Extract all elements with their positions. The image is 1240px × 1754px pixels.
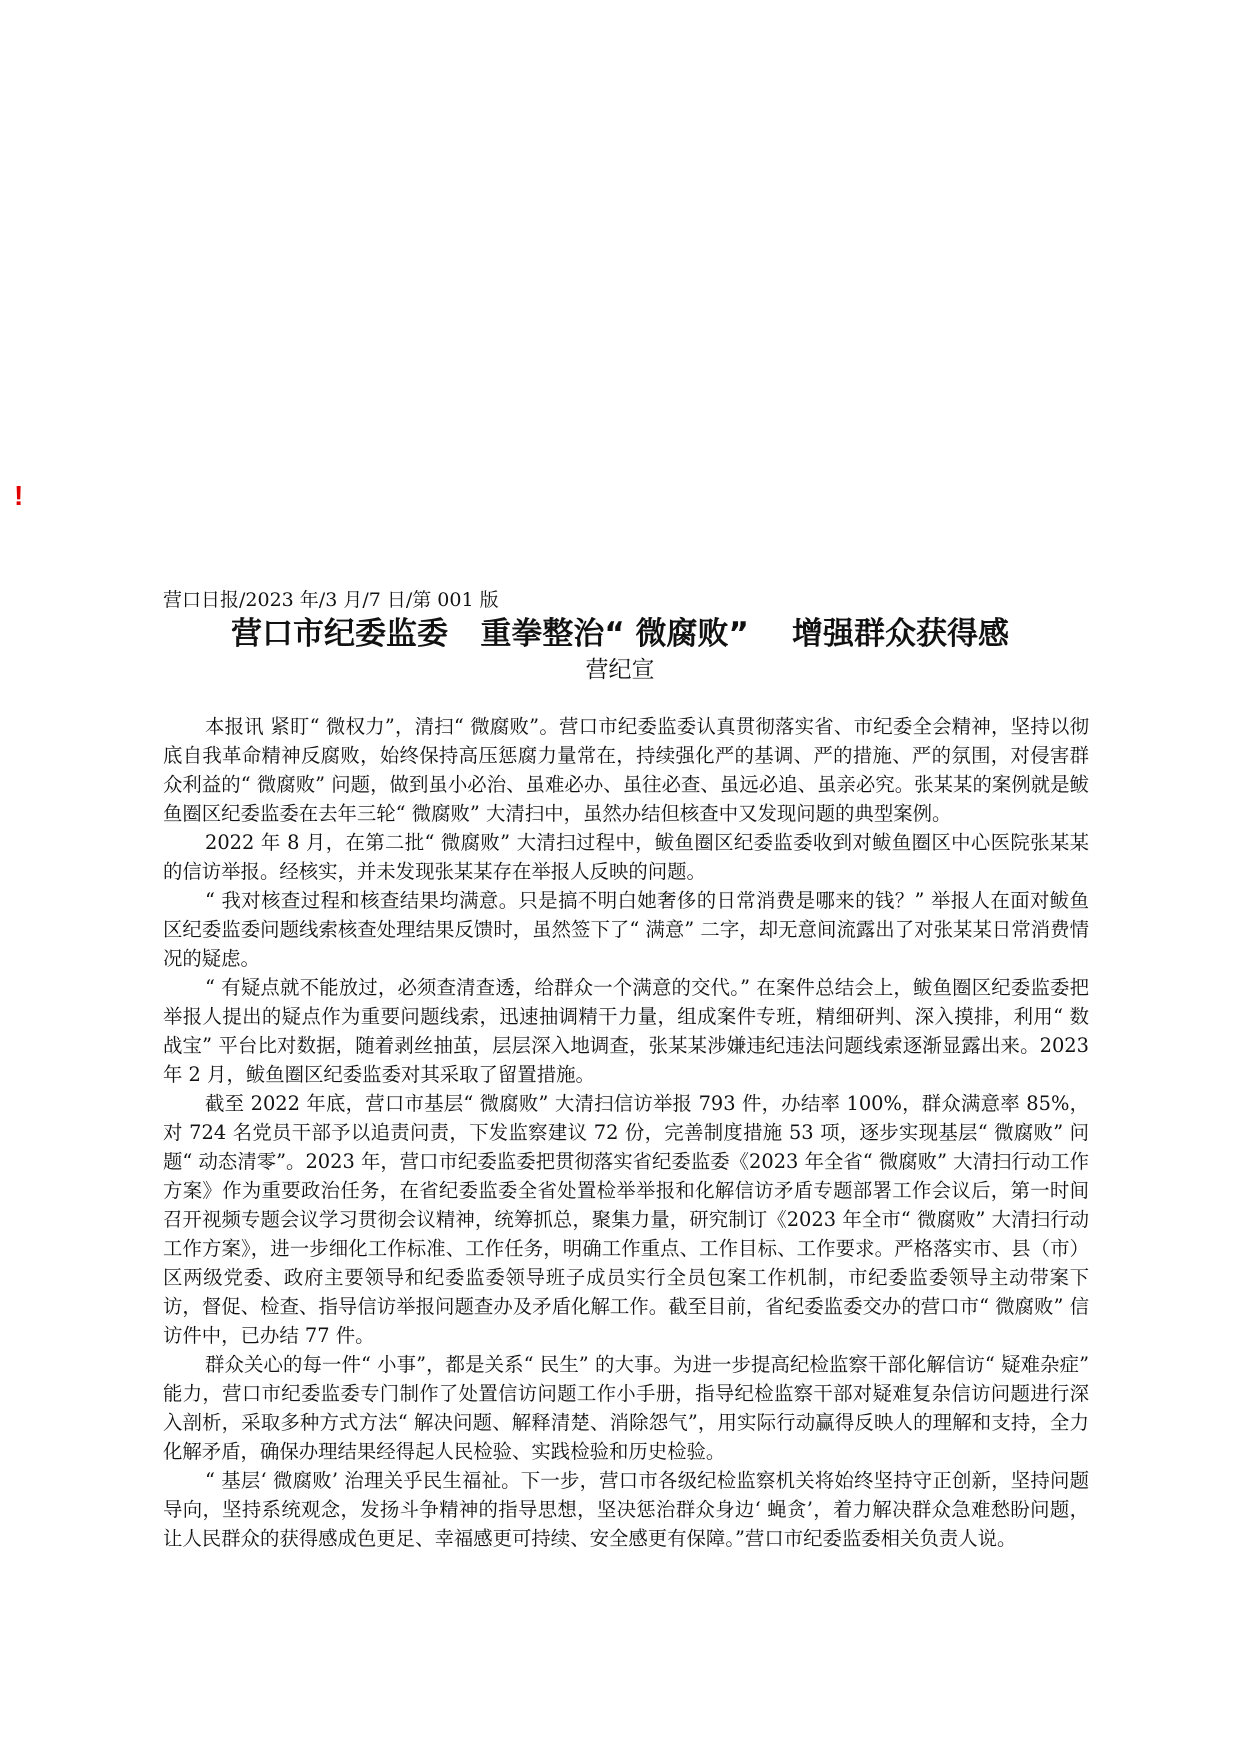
article-body <box>163 712 1089 1553</box>
paragraph: 群众关心的每一件“ 小事”，都是关系“ 民生” 的大事。为进一步提高纪检监察干部化解信访“ 疑难杂症” 能力，营口市纪委监委专门制作了处置信访问题工作小手册，指导纪检监察干部对疑难复杂信访问题进行深入剖析，采取多种方式方法“ 解决问题、解释清楚、消除怨气”，用实际行动赢得反映人的理解和支持，全力化解矛盾，确保办理结果经得起人民检验、实践检验和历史检验。 <box>163 1353 1089 1463</box>
paragraph: “ 基层‘ 微腐败’ 治理关乎民生福祉。下一步，营口市各级纪检监察机关将始终坚持守正创新，坚持问题导向，坚持系统观念，发扬斗争精神的指导思想，坚决惩治群众身边‘ 蝇贪’，着力解决群众急难愁盼问题，让人民群众的获得感成色更足、幸福感更可持续、安全感更有保障。”营口市纪委监委相关负责人说。 <box>163 1469 1089 1550</box>
headline: 营口市纪委监委 重拳整治“ 微腐败” 增强群众获得感 <box>230 616 1010 652</box>
paragraph: 截至 2022 年底，营口市基层“ 微腐败” 大清扫信访举报 793 件，办结率 100%，群众满意率 85%，对 724 名党员干部予以追责问责，下发监察建议 72 份，完善制度措施 53 项，逐步实现基层“ 微腐败” 问题“ 动态清零”。2023 年，营口市纪委监委把贯彻落实省纪委监委《2023 年全省“ 微腐败” 大清扫行动工作方案》作为重要政治任务，在省纪委监委全省处置检举举报和化解信访矛盾专题部署工作会议后，第一时间召开视频专题会议学习贯彻会议精神，统筹抓总，聚集力量，研究制订《2023 年全市“ 微腐败” 大清扫行动工作方案》，进一步细化工作标准、工作任务，明确工作重点、工作目标、工作要求。严格落实市、县（市）区两级党委、政府主要领导和纪委监委领导班子成员实行全员包案工作机制，市纪委监委领导主动带案下访，督促、检查、指导信访举报问题查办及矛盾化解工作。截至目前，省纪委监委交办的营口市“ 微腐败” 信访件中，已办结 77 件。 <box>163 1092 1089 1347</box>
red-exclamation-mark: ! <box>14 480 24 511</box>
source-line: 营口日报/2023 年/3 月/7 日/第 001 版 <box>163 589 499 611</box>
paragraph: 本报讯 紧盯“ 微权力”，清扫“ 微腐败”。营口市纪委监委认真贯彻落实省、市纪委全会精神，坚持以彻底自我革命精神反腐败，始终保持高压惩腐力量常在，持续强化严的基调、严的措施、严的氛围，对侵害群众利益的“ 微腐败” 问题，做到虽小必治、虽难必办、虽往必查、虽远必追、虽亲必究。张某某的案例就是鲅鱼圈区纪委监委在去年三轮“ 微腐败” 大清扫中，虽然办结但核查中又发现问题的典型案例。 <box>163 715 1089 825</box>
paragraph: 2022 年 8 月，在第二批“ 微腐败” 大清扫过程中，鲅鱼圈区纪委监委收到对鲅鱼圈区中心医院张某某的信访举报。经核实，并未发现张某某存在举报人反映的问题。 <box>163 831 1089 883</box>
author: 营纪宣 <box>585 657 655 683</box>
paragraph: “ 我对核查过程和核查结果均满意。只是搞不明白她奢侈的日常消费是哪来的钱？” 举报人在面对鲅鱼区纪委监委问题线索核查处理结果反馈时，虽然签下了“ 满意” 二字，却无意间流露出了对张某某日常消费情况的疑虑。 <box>163 889 1089 970</box>
paragraph: “ 有疑点就不能放过，必须查清查透，给群众一个满意的交代。” 在案件总结会上，鲅鱼圈区纪委监委把举报人提出的疑点作为重要问题线索，迅速抽调精干力量，组成案件专班，精细研判、深入摸排，利用“ 数战宝” 平台比对数据，随着剥丝抽茧，层层深入地调查，张某某涉嫌违纪违法问题线索逐渐显露出来。2023 年 2 月，鲅鱼圈区纪委监委对其采取了留置措施。 <box>163 976 1089 1086</box>
